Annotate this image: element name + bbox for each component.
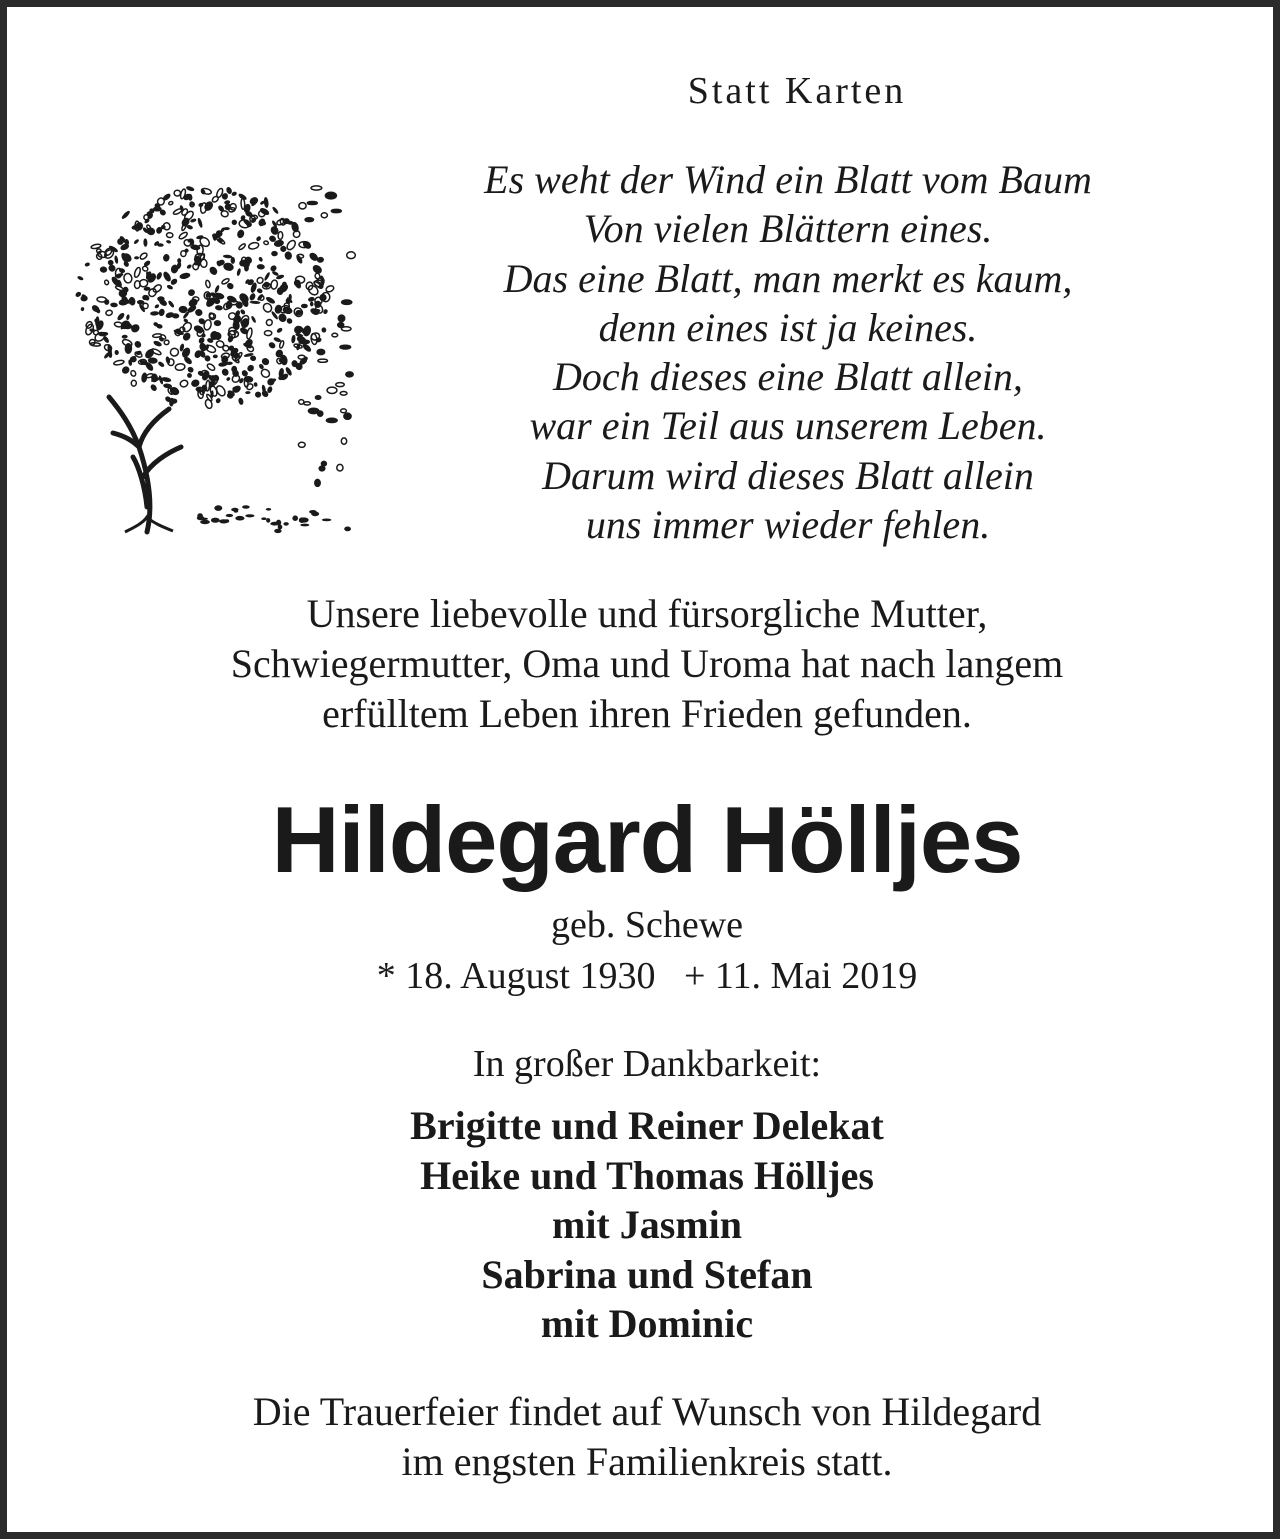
statt-karten-heading: Statt Karten — [687, 70, 907, 112]
thanks-heading: In großer Dankbarkeit: — [472, 1043, 822, 1085]
intro-line: Unsere liebevolle und fürsorgliche Mutter, — [306, 591, 988, 636]
poem-line: Es weht der Wind ein Blatt vom Baum — [484, 157, 1092, 202]
deceased-name: Hildegard Hölljes — [271, 787, 1023, 892]
family-list — [7, 1101, 1280, 1349]
poem-line: Darum wird dieses Blatt allein — [542, 452, 1034, 498]
poem — [379, 155, 1197, 549]
family-member: Brigitte und Reiner Delekat — [410, 1103, 884, 1148]
poem-line: denn eines ist ja keines. — [598, 304, 978, 350]
intro-line: Schwiegermutter, Oma und Uroma hat nach langem — [230, 641, 1064, 686]
family-member: mit Dominic — [540, 1301, 754, 1346]
closing-line: im engsten Familienkreis statt. — [401, 1439, 893, 1484]
life-dates: * 18. August 1930 + 11. Mai 2019 — [376, 955, 918, 997]
family-member: Sabrina und Stefan — [481, 1251, 813, 1297]
family-member: mit Jasmin — [552, 1202, 742, 1247]
birth-name: geb. Schewe — [550, 904, 744, 946]
poem-line: uns immer wieder fehlen. — [585, 502, 991, 548]
family-member: Heike und Thomas Hölljes — [420, 1152, 874, 1198]
tree-with-blowing-leaves-icon — [69, 147, 359, 542]
closing-line: Die Trauerfeier findet auf Wunsch von Hildegard — [252, 1389, 1042, 1434]
poem-line: Das eine Blatt, man merkt es kaum, — [503, 255, 1073, 301]
poem-line: war ein Teil aus unserem Leben. — [529, 403, 1047, 449]
poem-line: Von vielen Blättern eines. — [583, 206, 993, 252]
poem-line: Doch dieses eine Blatt allein, — [553, 354, 1023, 400]
intro-line: erfülltem Leben ihren Frieden gefunden. — [322, 691, 972, 736]
intro-text — [7, 589, 1280, 739]
closing-text — [7, 1387, 1280, 1487]
